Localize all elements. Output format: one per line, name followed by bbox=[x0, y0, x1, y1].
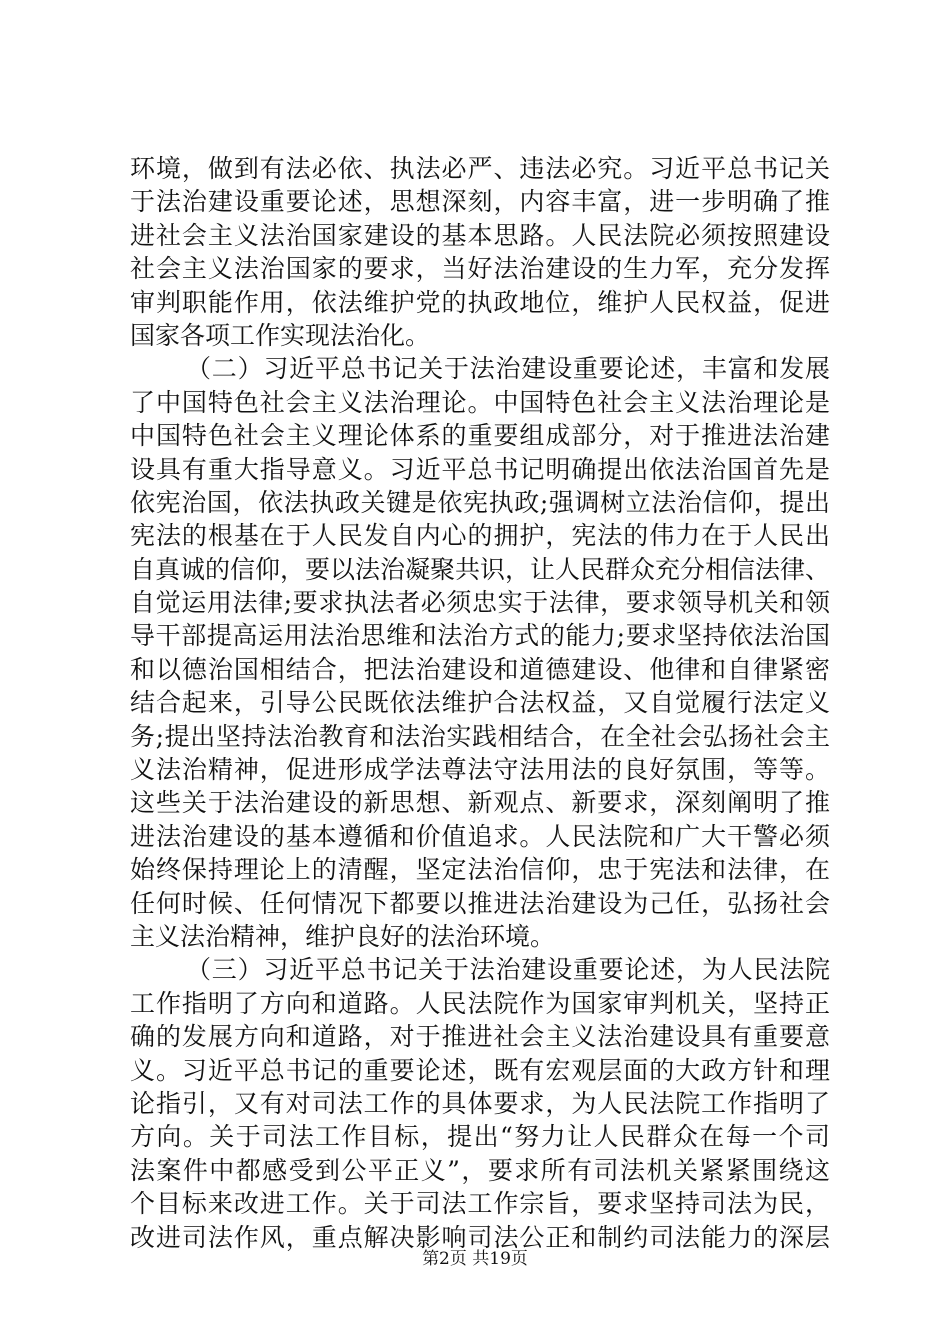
text-line: 方向。关于司法工作目标，提出“努力让人民群众在每一个司 bbox=[130, 1122, 830, 1152]
text-line: 宪法的根基在于人民发自内心的拥护，宪法的伟力在于人民出 bbox=[130, 521, 830, 551]
paragraph-start-line: （三）习近平总书记关于法治建设重要论述，为人民法院 bbox=[186, 955, 830, 985]
text-line: 导干部提高运用法治思维和法治方式的能力;要求坚持依法治国 bbox=[130, 621, 830, 651]
text-line: 审判职能作用，依法维护党的执政地位，维护人民权益，促进 bbox=[130, 287, 830, 317]
text-line: 这些关于法治建设的新思想、新观点、新要求，深刻阐明了推 bbox=[130, 788, 830, 818]
text-line: 进法治建设的基本遵循和价值追求。人民法院和广大干警必须 bbox=[130, 821, 830, 851]
text-line: 自真诚的信仰，要以法治凝聚共识，让人民群众充分相信法律、 bbox=[130, 554, 831, 584]
text-line: 国家各项工作实现法治化。 bbox=[130, 320, 431, 350]
text-line: 依宪治国，依法执政关键是依宪执政;强调树立法治信仰，提出 bbox=[130, 487, 830, 517]
text-line: 论指引，又有对司法工作的具体要求，为人民法院工作指明了 bbox=[130, 1088, 830, 1118]
text-line: 义。习近平总书记的重要论述，既有宏观层面的大政方针和理 bbox=[130, 1055, 830, 1085]
text-line: 于法治建设重要论述，思想深刻，内容丰富，进一步明确了推 bbox=[130, 187, 830, 217]
text-line: 社会主义法治国家的要求，当好法治建设的生力军，充分发挥 bbox=[130, 254, 830, 284]
text-line: 法案件中都感受到公平正义”，要求所有司法机关紧紧围绕这 bbox=[130, 1155, 830, 1185]
text-line: 主义法治精神，维护良好的法治环境。 bbox=[130, 921, 556, 951]
text-line: 进社会主义法治国家建设的基本思路。人民法院必须按照建设 bbox=[130, 220, 830, 250]
text-line: 自觉运用法律;要求执法者必须忠实于法律，要求领导机关和领 bbox=[130, 588, 830, 618]
text-line: 设具有重大指导意义。习近平总书记明确提出依法治国首先是 bbox=[130, 454, 830, 484]
text-line: 环境，做到有法必依、执法必严、违法必究。习近平总书记关 bbox=[130, 154, 830, 183]
body-text bbox=[130, 152, 830, 1254]
text-line: 任何时候、任何情况下都要以推进法治建设为己任，弘扬社会 bbox=[130, 888, 830, 918]
text-line: 确的发展方向和道路，对于推进社会主义法治建设具有重要意 bbox=[130, 1022, 830, 1052]
text-line: 结合起来，引导公民既依法维护合法权益，又自觉履行法定义 bbox=[130, 688, 830, 718]
text-line: 义法治精神，促进形成学法尊法守法用法的良好氛围，等等。 bbox=[130, 755, 830, 785]
text-line: 了中国特色社会主义法治理论。中国特色社会主义法治理论是 bbox=[130, 387, 830, 417]
paragraph-start-line: （二）习近平总书记关于法治建设重要论述，丰富和发展 bbox=[186, 354, 830, 384]
text-line: 中国特色社会主义理论体系的重要组成部分，对于推进法治建 bbox=[130, 421, 830, 451]
text-line: 工作指明了方向和道路。人民法院作为国家审判机关，坚持正 bbox=[130, 988, 830, 1018]
text-line: 个目标来改进工作。关于司法工作宗旨，要求坚持司法为民， bbox=[130, 1189, 830, 1219]
text-line: 和以德治国相结合，把法治建设和道德建设、他律和自律紧密 bbox=[130, 654, 830, 684]
text-line: 改进司法作风，重点解决影响司法公正和制约司法能力的深层 bbox=[130, 1222, 830, 1252]
text-line: 始终保持理论上的清醒，坚定法治信仰，忠于宪法和法律，在 bbox=[130, 855, 830, 885]
text-line: 务;提出坚持法治教育和法治实践相结合，在全社会弘扬社会主 bbox=[130, 721, 830, 751]
page-number-footer: 第2页 共19页 bbox=[422, 1249, 528, 1269]
